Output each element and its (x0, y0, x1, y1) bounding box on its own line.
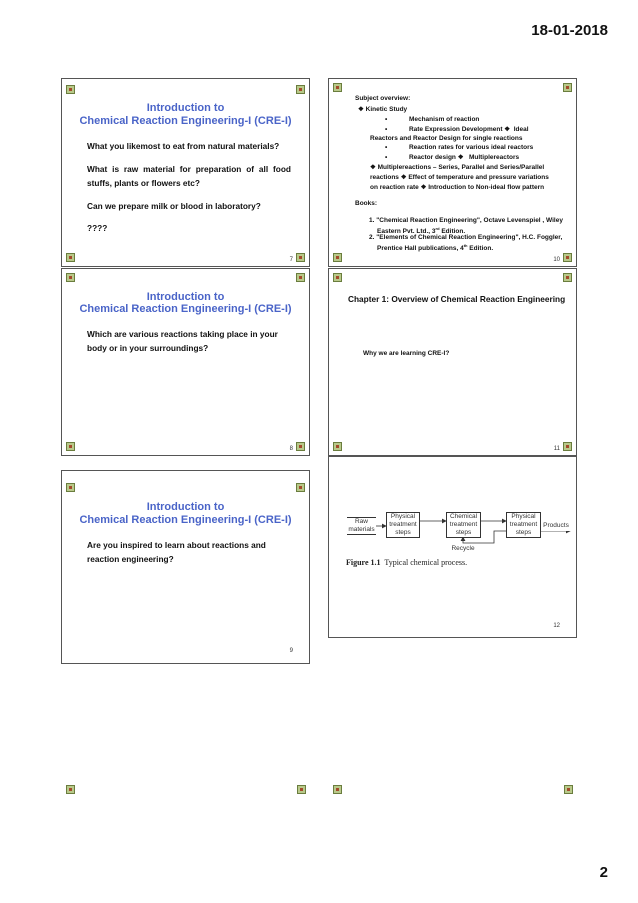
book-entry: Prentice Hall publications, 4th Edition. (377, 243, 494, 253)
slide-12 (328, 456, 577, 638)
books-heading: Books: (355, 200, 378, 207)
logo-icon (296, 273, 305, 282)
logo-icon (296, 483, 305, 492)
logo-icon (297, 785, 306, 794)
overview-line: on reaction rate ❖ Introduction to Non-ideal flow pattern (370, 184, 545, 191)
figure-caption: Figure 1.1 Typical chemical process. (346, 558, 468, 567)
logo-icon (333, 273, 342, 282)
slide-number: 7 (289, 257, 293, 263)
book-entry: Eastern Pvt. Ltd., 3rd Edition. (377, 226, 466, 236)
raw-label: Raw (347, 517, 376, 526)
question: What you likemost to eat from natural materials? (87, 141, 280, 151)
question: Can we prepare milk or blood in laboratory? (87, 201, 261, 211)
slide-8 (61, 268, 310, 456)
question: Why we are learning CRE-I? (363, 350, 450, 357)
slide-9 (61, 470, 310, 664)
book-entry: 2. "Elements of Chemical Reaction Engineering", H.C. Foggler, (369, 234, 563, 241)
logo-icon (66, 273, 75, 282)
overview-line: ❖ Kinetic Study (358, 106, 408, 113)
chemical-treatment-box: Chemical treatment steps (446, 512, 481, 538)
overview-line: reactions ❖ Effect of temperature and pressure variations (370, 174, 549, 181)
logo-icon (333, 83, 342, 92)
physical-treatment-box: Physical treatment steps (386, 512, 420, 538)
page-number: 2 (599, 864, 608, 881)
slide-number: 12 (553, 623, 560, 629)
logo-icon (66, 483, 75, 492)
slide-title: Introduction to (146, 291, 225, 303)
page-date: 18-01-2018 (531, 22, 608, 39)
logo-icon (564, 785, 573, 794)
logo-icon (296, 85, 305, 94)
question: Are you inspired to learn about reactions and reaction engineering? (87, 540, 266, 564)
question: What is raw material for preparation of all food stuffs, plants or flowers etc? (87, 164, 291, 188)
slide-subtitle: Chemical Reaction Engineering-I (CRE-I) (79, 303, 292, 315)
slide-title: Introduction to (146, 501, 225, 513)
logo-icon (333, 253, 342, 262)
slide-subtitle: Chemical Reaction Engineering-I (CRE-I) (79, 514, 292, 526)
logo-icon (66, 85, 75, 94)
overview-line: • Reaction rates for various ideal reactors (385, 144, 534, 151)
subject-overview-heading: Subject overview: (355, 95, 411, 102)
logo-icon (66, 442, 75, 451)
logo-icon (333, 442, 342, 451)
logo-icon (66, 253, 75, 262)
overview-line: • Rate Expression Development ❖ Ideal (385, 126, 529, 133)
question: Which are various reactions taking place in your body or in your surroundings? (87, 329, 278, 353)
slide-10 (328, 78, 577, 267)
logo-icon (296, 253, 305, 262)
slide-number: 9 (289, 648, 293, 654)
overview-line: ❖ Multiplereactions – Series, Parallel and Series/Parallel (370, 164, 545, 171)
slide-number: 11 (553, 446, 560, 452)
slide-title: Introduction to (146, 102, 225, 114)
physical-treatment-box: Physical treatment steps (506, 512, 541, 538)
overview-line: • Mechanism of reaction (385, 116, 480, 123)
book-entry: 1. "Chemical Reaction Engineering", Octave Levenspiel , Wiley (369, 217, 563, 224)
slide-number: 10 (553, 257, 560, 263)
slide-7 (61, 78, 310, 267)
products-label: Products (541, 521, 571, 531)
slide-subtitle: Chemical Reaction Engineering-I (CRE-I) (79, 115, 292, 127)
logo-icon (563, 273, 572, 282)
logo-icon (563, 253, 572, 262)
chapter-title: Chapter 1: Overview of Chemical Reaction Engineering (348, 294, 566, 304)
recycle-label: Recycle (446, 544, 480, 553)
overview-line: Reactors and Reactor Design for single reactions (370, 135, 523, 142)
raw-materials-box (347, 517, 376, 534)
logo-icon (296, 442, 305, 451)
logo-icon (563, 83, 572, 92)
slide-number: 8 (289, 446, 293, 452)
logo-icon (563, 442, 572, 451)
materials-label: materials (348, 525, 375, 533)
logo-icon (66, 785, 75, 794)
overview-line: • Reactor design ❖ Multiplereactors (385, 154, 520, 161)
slide-11 (328, 268, 577, 456)
question: ???? (87, 223, 108, 233)
logo-icon (333, 785, 342, 794)
